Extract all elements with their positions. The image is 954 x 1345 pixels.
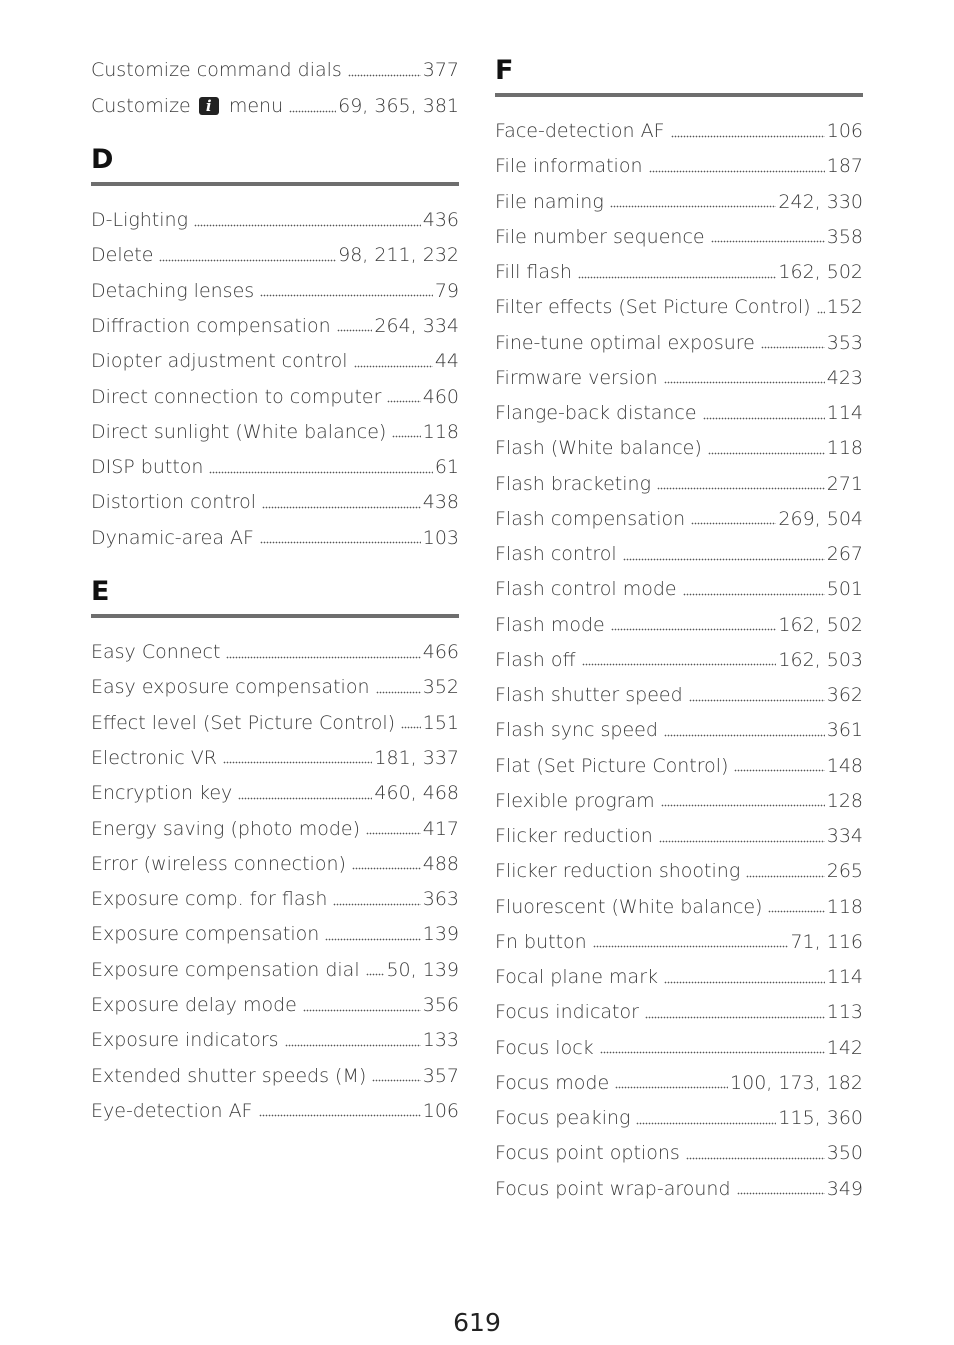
entry-pages: 106 bbox=[422, 1099, 459, 1122]
entry-pages: 162, 503 bbox=[778, 648, 863, 671]
entry-label: Filter effects (Set Picture Control) bbox=[495, 296, 811, 319]
entry-label: Flash sync speed bbox=[495, 719, 658, 742]
entry-label: File information bbox=[495, 155, 643, 178]
entry-label: Easy exposure compensation bbox=[91, 676, 370, 699]
entry-label: Focus peaking bbox=[495, 1107, 631, 1129]
index-entry bbox=[91, 382, 459, 412]
entry-pages: 417 bbox=[422, 817, 459, 840]
leader-dots bbox=[285, 1043, 421, 1047]
entry-label: Firmware version bbox=[495, 366, 658, 389]
index-entry bbox=[495, 1103, 863, 1133]
entry-pages: 79 bbox=[434, 279, 459, 302]
entry-pages: 142 bbox=[826, 1036, 863, 1059]
entry-label: Flash control bbox=[495, 543, 617, 565]
leader-dots bbox=[768, 910, 824, 914]
leader-dots bbox=[761, 346, 825, 350]
leader-dots bbox=[689, 698, 825, 702]
entry-pages: 361 bbox=[826, 719, 863, 742]
entry-label: Eye-detection AF bbox=[91, 1099, 253, 1122]
leader-dots bbox=[623, 557, 825, 561]
index-entry bbox=[91, 955, 459, 985]
index-entry bbox=[91, 849, 459, 879]
leader-dots bbox=[611, 628, 777, 632]
entry-pages: 162, 502 bbox=[778, 613, 863, 636]
leader-dots bbox=[593, 945, 789, 949]
entry-label: Face-detection AF bbox=[495, 120, 665, 142]
entry-pages: 423 bbox=[826, 366, 863, 389]
entry-pages: 357 bbox=[422, 1064, 459, 1087]
leader-dots bbox=[401, 726, 421, 730]
leader-dots bbox=[260, 294, 433, 298]
index-entry bbox=[91, 91, 459, 121]
entry-pages: 267 bbox=[826, 543, 863, 565]
index-entry bbox=[495, 1068, 863, 1098]
entry-pages: 118 bbox=[826, 895, 863, 918]
entry-label: Exposure indicators bbox=[91, 1029, 279, 1052]
leader-dots bbox=[303, 1008, 421, 1012]
entry-label: Focus lock bbox=[495, 1036, 594, 1059]
entry-label: Error (wireless connection) bbox=[91, 852, 346, 875]
index-entry bbox=[495, 187, 863, 217]
entry-pages: 151 bbox=[422, 711, 459, 734]
index-entry bbox=[91, 990, 459, 1020]
entry-label: File naming bbox=[495, 190, 604, 213]
index-entry bbox=[495, 680, 863, 710]
leader-dots bbox=[817, 310, 825, 314]
index-entry bbox=[495, 715, 863, 745]
section-letter-e: E bbox=[91, 576, 110, 607]
leader-dots bbox=[366, 832, 421, 836]
entry-pages: 501 bbox=[826, 578, 863, 601]
entry-label: Distortion control bbox=[91, 491, 256, 514]
entry-label: Effect level (Set Picture Control) bbox=[91, 711, 396, 734]
leader-dots bbox=[337, 329, 373, 333]
entry-label: Fluorescent (White balance) bbox=[495, 895, 763, 918]
leader-dots bbox=[683, 592, 825, 596]
index-entry bbox=[91, 743, 459, 773]
page-number: 619 bbox=[453, 1308, 501, 1337]
entry-label: Direct sunlight (White balance) bbox=[91, 420, 387, 443]
entry-pages: 460 bbox=[422, 385, 459, 408]
entry-pages: 50, 139 bbox=[386, 958, 459, 981]
index-entry bbox=[495, 116, 863, 146]
entry-label: Focus point wrap-around bbox=[495, 1177, 731, 1200]
entry-label: Dynamic-area AF bbox=[91, 526, 254, 549]
entry-label: Exposure compensation dial bbox=[91, 958, 360, 981]
index-entry bbox=[495, 257, 863, 287]
leader-dots bbox=[366, 973, 385, 977]
entry-pages: 349 bbox=[826, 1177, 863, 1200]
entry-pages: 114 bbox=[826, 966, 863, 988]
entry-pages: 488 bbox=[422, 852, 459, 875]
section-letter-d: D bbox=[91, 144, 114, 175]
leader-dots bbox=[711, 240, 825, 244]
index-entry bbox=[495, 1174, 863, 1204]
section-rule bbox=[91, 182, 459, 186]
index-entry bbox=[495, 997, 863, 1027]
leader-dots bbox=[649, 169, 825, 173]
index-entry bbox=[91, 417, 459, 447]
leader-dots bbox=[223, 761, 372, 765]
index-entry bbox=[495, 821, 863, 851]
entry-label: Fine-tune optimal exposure bbox=[495, 331, 755, 354]
leader-dots bbox=[746, 874, 825, 878]
entry-pages: 460, 468 bbox=[374, 782, 459, 805]
leader-dots bbox=[226, 655, 420, 659]
entry-pages: 265 bbox=[826, 860, 863, 883]
index-entry bbox=[495, 892, 863, 922]
leader-dots bbox=[600, 1051, 825, 1055]
entry-label: Diopter adjustment control bbox=[91, 350, 348, 373]
index-entry bbox=[91, 884, 459, 914]
index-entry bbox=[495, 222, 863, 252]
entry-label: Fn button bbox=[495, 930, 587, 953]
index-entry bbox=[495, 856, 863, 886]
entry-label: Flat (Set Picture Control) bbox=[495, 754, 729, 777]
index-entry bbox=[91, 919, 459, 949]
leader-dots bbox=[387, 400, 420, 404]
index-entry bbox=[495, 292, 863, 322]
leader-dots bbox=[260, 541, 421, 545]
entry-label: Flicker reduction bbox=[495, 825, 653, 847]
entry-label: Customize command dials bbox=[91, 59, 342, 81]
index-entry bbox=[495, 1033, 863, 1063]
leader-dots bbox=[615, 1086, 728, 1090]
leader-dots bbox=[348, 73, 421, 77]
entry-pages: 162, 502 bbox=[778, 261, 863, 283]
index-entry bbox=[495, 927, 863, 957]
entry-label: Electronic VR bbox=[91, 746, 217, 769]
index-entry bbox=[91, 708, 459, 738]
entry-pages: 334 bbox=[826, 825, 863, 847]
entry-pages: 103 bbox=[422, 526, 459, 549]
index-entry bbox=[495, 610, 863, 640]
index-entry bbox=[495, 962, 863, 992]
index-entry bbox=[495, 504, 863, 534]
index-entry bbox=[495, 328, 863, 358]
leader-dots bbox=[737, 1192, 825, 1196]
entry-label: Energy saving (photo mode) bbox=[91, 817, 360, 840]
section-rule bbox=[495, 93, 863, 97]
entry-pages: 115, 360 bbox=[778, 1107, 863, 1129]
entry-label: Flange-back distance bbox=[495, 402, 697, 424]
entry-label: Flicker reduction shooting bbox=[495, 860, 741, 883]
entry-pages: 118 bbox=[826, 437, 863, 460]
leader-dots bbox=[671, 134, 825, 138]
entry-pages: 106 bbox=[826, 120, 863, 142]
leader-dots bbox=[645, 1015, 825, 1019]
entry-label: Direct connection to computer bbox=[91, 385, 382, 408]
index-entry bbox=[91, 452, 459, 482]
entry-pages: 264, 334 bbox=[374, 314, 459, 337]
entry-pages: 61 bbox=[434, 456, 459, 479]
entry-pages: 114 bbox=[826, 402, 863, 424]
index-entry bbox=[91, 55, 459, 85]
entry-label: Flash bracketing bbox=[495, 472, 651, 495]
index-entry bbox=[91, 637, 459, 667]
section-rule bbox=[91, 614, 459, 618]
entry-label: Flash compensation bbox=[495, 507, 686, 530]
leader-dots bbox=[376, 690, 421, 694]
index-entry bbox=[91, 240, 459, 270]
entry-label bbox=[91, 91, 283, 121]
index-entry bbox=[495, 751, 863, 781]
entry-pages: 356 bbox=[422, 994, 459, 1016]
leader-dots bbox=[664, 980, 825, 984]
leader-dots bbox=[582, 663, 777, 667]
leader-dots bbox=[259, 1114, 421, 1118]
leader-dots bbox=[352, 867, 421, 871]
leader-dots bbox=[657, 487, 825, 491]
leader-dots bbox=[691, 522, 776, 526]
entry-pages: 71, 116 bbox=[790, 930, 863, 953]
leader-dots bbox=[325, 937, 420, 941]
entry-label: D-Lighting bbox=[91, 209, 188, 231]
leader-dots bbox=[610, 205, 777, 209]
leader-dots bbox=[333, 902, 420, 906]
entry-label: Exposure comp. for flash bbox=[91, 888, 328, 911]
entry-pages: 269, 504 bbox=[778, 507, 863, 530]
entry-pages: 113 bbox=[826, 1001, 863, 1024]
entry-label-after: menu bbox=[228, 95, 284, 117]
leader-dots bbox=[159, 258, 336, 262]
index-entry bbox=[91, 814, 459, 844]
leader-dots bbox=[354, 364, 433, 368]
entry-pages: 128 bbox=[826, 789, 863, 812]
leader-dots bbox=[636, 1121, 776, 1125]
entry-pages: 436 bbox=[422, 209, 459, 231]
entry-pages: 98, 211, 232 bbox=[338, 244, 459, 267]
index-entry bbox=[495, 398, 863, 428]
entry-label: Flash control mode bbox=[495, 578, 677, 601]
entry-label: Flash (White balance) bbox=[495, 437, 702, 460]
entry-pages: 100, 173, 182 bbox=[730, 1071, 863, 1094]
entry-label: Detaching lenses bbox=[91, 279, 255, 302]
index-entry bbox=[91, 205, 459, 235]
entry-label: Diffraction compensation bbox=[91, 314, 331, 337]
index-entry bbox=[91, 276, 459, 306]
entry-pages: 44 bbox=[434, 350, 459, 373]
index-entry bbox=[495, 539, 863, 569]
leader-dots bbox=[659, 839, 825, 843]
entry-pages: 152 bbox=[826, 296, 863, 319]
index-entry bbox=[495, 1138, 863, 1168]
leader-dots bbox=[661, 804, 825, 808]
entry-label: Fill flash bbox=[495, 261, 572, 283]
index-entry bbox=[495, 645, 863, 675]
index-entry bbox=[91, 1096, 459, 1126]
index-entry bbox=[495, 363, 863, 393]
index-entry bbox=[91, 523, 459, 553]
entry-pages: 148 bbox=[826, 754, 863, 777]
entry-label: Flexible program bbox=[495, 789, 655, 812]
entry-pages: 377 bbox=[422, 59, 459, 81]
i-menu-icon: i bbox=[199, 97, 219, 115]
entry-label: Focus indicator bbox=[495, 1001, 639, 1024]
entry-label: Easy Connect bbox=[91, 641, 221, 663]
leader-dots bbox=[686, 1156, 825, 1160]
leader-dots bbox=[209, 470, 432, 474]
entry-pages: 363 bbox=[422, 888, 459, 911]
index-entry bbox=[91, 1061, 459, 1091]
entry-label: Exposure compensation bbox=[91, 923, 320, 946]
entry-label: Focus point options bbox=[495, 1142, 680, 1165]
entry-label: Flash off bbox=[495, 648, 576, 671]
section-letter-f: F bbox=[495, 55, 514, 86]
entry-pages: 139 bbox=[422, 923, 459, 946]
entry-label: Flash mode bbox=[495, 613, 605, 636]
entry-label-before: Customize bbox=[91, 95, 191, 117]
entry-pages: 271 bbox=[826, 472, 863, 495]
entry-pages: 69, 365, 381 bbox=[338, 95, 459, 117]
entry-pages: 181, 337 bbox=[374, 746, 459, 769]
entry-pages: 242, 330 bbox=[778, 190, 863, 213]
leader-dots bbox=[578, 275, 776, 279]
entry-pages: 353 bbox=[826, 331, 863, 354]
entry-pages: 133 bbox=[422, 1029, 459, 1052]
leader-dots bbox=[262, 505, 421, 509]
entry-label: Focal plane mark bbox=[495, 966, 659, 988]
index-entry bbox=[91, 672, 459, 702]
entry-label: Extended shutter speeds (M) bbox=[91, 1064, 367, 1087]
leader-dots bbox=[372, 1079, 420, 1083]
leader-dots bbox=[703, 416, 825, 420]
index-entry bbox=[91, 487, 459, 517]
leader-dots bbox=[664, 381, 825, 385]
index-entry bbox=[91, 346, 459, 376]
entry-label: Delete bbox=[91, 244, 154, 267]
entry-pages: 118 bbox=[422, 420, 459, 443]
entry-pages: 350 bbox=[826, 1142, 863, 1165]
entry-label: Flash shutter speed bbox=[495, 684, 683, 706]
entry-label: Exposure delay mode bbox=[91, 994, 297, 1016]
leader-dots bbox=[664, 733, 825, 737]
entry-label: DISP button bbox=[91, 456, 204, 479]
entry-pages: 438 bbox=[422, 491, 459, 514]
index-entry bbox=[495, 574, 863, 604]
entry-label: Encryption key bbox=[91, 782, 233, 805]
leader-dots bbox=[194, 223, 421, 227]
index-entry bbox=[495, 151, 863, 181]
index-entry bbox=[91, 778, 459, 808]
index-entry bbox=[495, 786, 863, 816]
leader-dots bbox=[734, 769, 824, 773]
entry-label: File number sequence bbox=[495, 225, 705, 248]
leader-dots bbox=[708, 451, 825, 455]
index-entry bbox=[91, 311, 459, 341]
entry-pages: 352 bbox=[422, 676, 459, 699]
leader-dots bbox=[289, 109, 336, 113]
entry-pages: 466 bbox=[422, 641, 459, 663]
entry-pages: 358 bbox=[826, 225, 863, 248]
leader-dots bbox=[238, 796, 372, 800]
index-entry bbox=[91, 1025, 459, 1055]
entry-label: Focus mode bbox=[495, 1071, 610, 1094]
entry-pages: 187 bbox=[826, 155, 863, 178]
index-entry bbox=[495, 469, 863, 499]
entry-pages: 362 bbox=[826, 684, 863, 706]
leader-dots bbox=[392, 435, 420, 439]
index-entry bbox=[495, 433, 863, 463]
